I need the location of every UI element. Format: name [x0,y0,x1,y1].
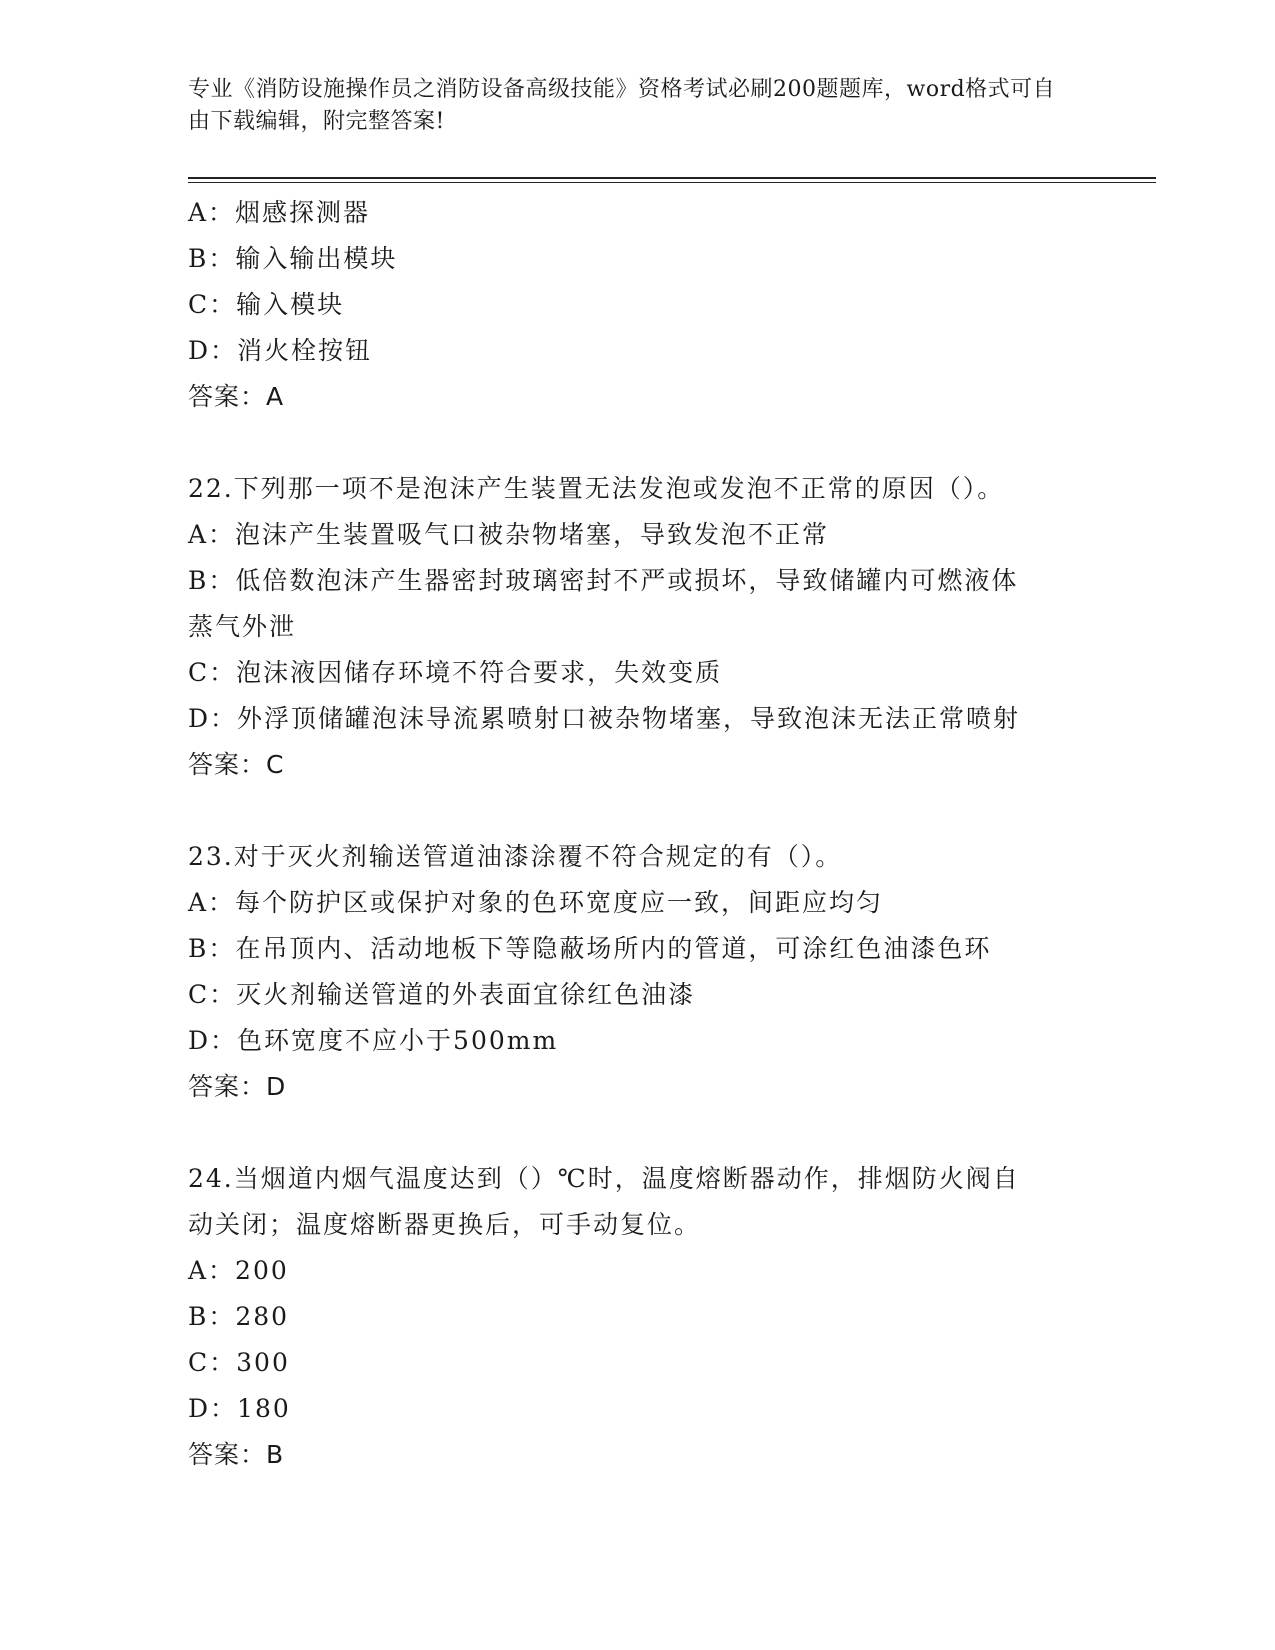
option-c: C：300 [188,1348,290,1377]
question-text-line-1: 24.当烟道内烟气温度达到（）℃时，温度熔断器动作，排烟防火阀自 [188,1164,1020,1193]
header-rule-thick [188,177,1156,179]
answer: 答案：D [188,1072,287,1101]
answer: 答案：B [188,1440,285,1469]
option-b: B：输入输出模块 [188,244,398,273]
answer: 答案：C [188,750,285,779]
option-d: D：消火栓按钮 [188,336,373,365]
question-block-24 [188,1156,1088,1478]
option-a: A：烟感探测器 [188,198,371,227]
header-rule-thin [188,182,1156,183]
question-list [188,190,1088,1478]
option-a: A：200 [188,1256,289,1285]
question-block-22 [188,466,1088,788]
document-header: 专业《消防设施操作员之消防设备高级技能》资格考试必刷200题题库，word格式可自由下载编辑，附完整答案! [188,77,1056,134]
question-block-21 [188,190,1088,420]
option-b: B：在吊顶内、活动地板下等隐蔽场所内的管道，可涂红色油漆色环 [188,934,992,963]
option-c: C：输入模块 [188,290,345,319]
option-b: B：280 [188,1302,290,1331]
question-text-line-2: 动关闭；温度熔断器更换后，可手动复位。 [188,1210,702,1239]
option-c: C：泡沫液因储存环境不符合要求，失效变质 [188,658,723,687]
option-a: A：泡沫产生装置吸气口被杂物堵塞，导致发泡不正常 [188,520,830,549]
option-d: D：外浮顶储罐泡沫导流累喷射口被杂物堵塞，导致泡沫无法正常喷射 [188,704,1021,733]
answer: 答案：A [188,382,285,411]
question-text: 23.对于灭火剂输送管道油漆涂覆不符合规定的有（）。 [188,842,843,871]
option-d: D：色环宽度不应小于500mm [188,1026,559,1055]
option-b-continued: 蒸气外泄 [188,612,297,641]
option-a: A：每个防护区或保护对象的色环宽度应一致，间距应均匀 [188,888,884,917]
option-c: C：灭火剂输送管道的外表面宜徐红色油漆 [188,980,696,1009]
option-d: D：180 [188,1394,291,1423]
question-block-23 [188,834,1088,1110]
question-text: 22.下列那一项不是泡沫产生装置无法发泡或发泡不正常的原因（）。 [188,474,1005,503]
option-b: B：低倍数泡沫产生器密封玻璃密封不严或损坏，导致储罐内可燃液体 [188,566,1019,595]
